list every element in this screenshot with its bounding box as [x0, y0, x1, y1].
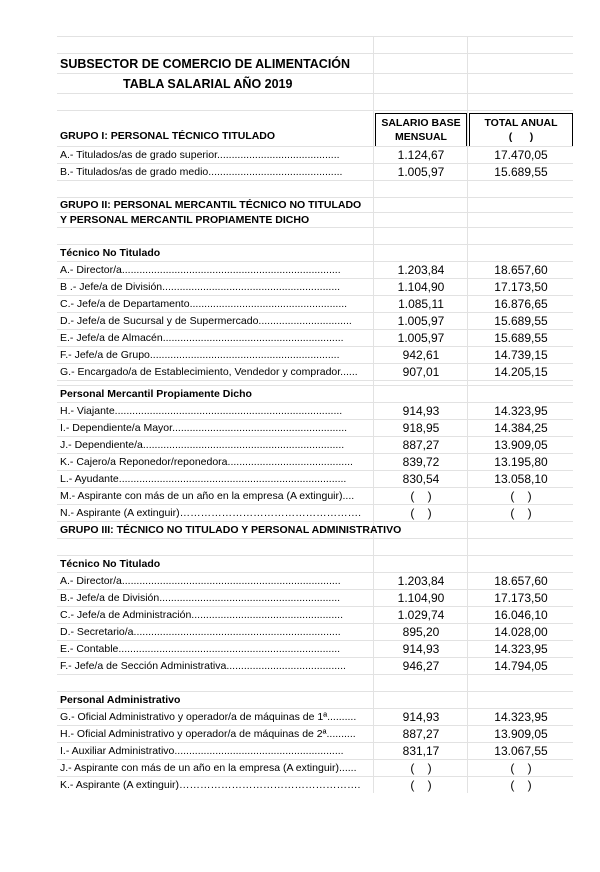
table-row	[57, 453, 573, 470]
category-label: E.- Jefe/a de Almacén..............................................................	[60, 332, 344, 344]
table-row	[57, 504, 573, 521]
base-salary-value: 839,72	[402, 455, 440, 469]
category-label: F.- Jefe/a de Grupo.................................................................	[60, 349, 340, 361]
category-label: B.- Jefe/a de División..............................................................	[60, 592, 341, 604]
annual-total-value: 14.205,15	[494, 365, 548, 379]
table-row	[57, 725, 573, 742]
base-salary-value: 895,20	[402, 625, 440, 639]
annual-total-value: 13.058,10	[494, 472, 548, 486]
empty-row	[57, 674, 573, 691]
table-row	[57, 776, 573, 793]
base-salary-value: 831,17	[402, 744, 440, 758]
grupo2-subheading-tecnico: Técnico No Titulado	[60, 247, 161, 259]
empty-row	[57, 180, 573, 197]
grupo3-sub2-row	[57, 691, 573, 708]
table-row	[57, 657, 573, 674]
category-label: M.- Aspirante con más de un año en la empresa (A extinguir)....	[60, 490, 355, 502]
base-salary-value: ( )	[410, 489, 432, 503]
table-row	[57, 346, 573, 363]
table-row	[57, 742, 573, 759]
grupo3-tecnico-rows	[57, 572, 573, 674]
annual-total-value: 15.689,55	[494, 165, 548, 179]
category-label: H.- Oficial Administrativo y operador/a de máquinas de 2ª..........	[60, 728, 356, 740]
base-salary-value: 1.005,97	[397, 331, 445, 345]
base-salary-value: 907,01	[402, 365, 440, 379]
base-salary-value: 942,61	[402, 348, 440, 362]
base-salary-value: 1.005,97	[397, 314, 445, 328]
grupo3-heading: GRUPO III: TÉCNICO NO TITULADO Y PERSONAL ADMINISTRATIVO	[60, 524, 402, 536]
grupo2-tecnico-rows	[57, 261, 573, 380]
grupo3-subheading-admin: Personal Administrativo	[60, 694, 181, 706]
annual-total-value: ( )	[510, 489, 532, 503]
base-salary-value: 1.203,84	[397, 263, 445, 277]
annual-total-value: 14.384,25	[494, 421, 548, 435]
grupo2-heading-row2	[57, 212, 573, 227]
base-salary-value: 1.029,74	[397, 608, 445, 622]
base-salary-header	[375, 113, 467, 147]
annual-total-value: 16.046,10	[494, 608, 548, 622]
base-salary-value: 914,93	[402, 642, 440, 656]
page-title: SUBSECTOR DE COMERCIO DE ALIMENTACIÓN	[60, 57, 351, 71]
table-row	[57, 295, 573, 312]
annual-total-value: 13.909,05	[494, 727, 548, 741]
category-label: J.- Dependiente/a.....................................................................	[60, 439, 345, 451]
category-label: K.- Aspirante (A extinguir)…………………………………………….	[60, 779, 361, 791]
empty-row	[57, 36, 573, 53]
grupo3-subheading-tecnico: Técnico No Titulado	[60, 558, 161, 570]
category-label: B .- Jefe/a de División.............................................................	[60, 281, 341, 293]
annual-total-value: 14.323,95	[494, 710, 548, 724]
category-label: G.- Oficial Administrativo y operador/a de máquinas de 1ª..........	[60, 711, 357, 723]
category-label: K.- Cajero/a Reponedor/reponedora...........................................	[60, 456, 353, 468]
table-row	[57, 363, 573, 380]
subtitle-row	[57, 73, 573, 93]
grupo2-heading-line2: Y PERSONAL MERCANTIL PROPIAMENTE DICHO	[60, 214, 310, 226]
grupo3-sub1-row	[57, 555, 573, 572]
category-label: N.- Aspirante (A extinguir)…………………………………………….	[60, 507, 362, 519]
table-row	[57, 606, 573, 623]
grupo1-rows	[57, 146, 573, 180]
table-row	[57, 623, 573, 640]
annual-total-value: 14.323,95	[494, 642, 548, 656]
category-label: J.- Aspirante con más de un año en la empresa (A extinguir)......	[60, 762, 357, 774]
title-row	[57, 53, 573, 73]
base-salary-value: 914,93	[402, 710, 440, 724]
table-row	[57, 708, 573, 725]
table-row	[57, 572, 573, 589]
empty-row	[57, 538, 573, 555]
base-salary-value: 1.124,67	[397, 148, 445, 162]
table-row	[57, 163, 573, 180]
category-label: B.- Titulados/as de grado medio..............................................	[60, 166, 343, 178]
table-row	[57, 487, 573, 504]
column-header-row	[57, 110, 573, 146]
annual-total-value: 13.195,80	[494, 455, 548, 469]
base-salary-value: 1.104,90	[397, 591, 445, 605]
category-label: C.- Jefe/a de Administración....................................................	[60, 609, 344, 621]
table-row	[57, 278, 573, 295]
base-salary-value: ( )	[410, 506, 432, 520]
annual-total-value: 18.657,60	[494, 263, 548, 277]
annual-total-value: 14.323,95	[494, 404, 548, 418]
annual-total-value: 18.657,60	[494, 574, 548, 588]
salary-table	[57, 36, 573, 793]
base-salary-value: 1.104,90	[397, 280, 445, 294]
grupo2-heading-line1: GRUPO II: PERSONAL MERCANTIL TÉCNICO NO TITULADO	[60, 199, 362, 211]
table-row	[57, 759, 573, 776]
category-label: H.- Viajante..............................................................................	[60, 405, 343, 417]
table-row	[57, 470, 573, 487]
empty-row	[57, 93, 573, 110]
category-label: I.- Dependiente/a Mayor............................................................	[60, 422, 348, 434]
category-label: A.- Director/a...........................................................................	[60, 264, 341, 276]
annual-total-value: 17.173,50	[494, 280, 548, 294]
grupo2-mercantil-rows	[57, 402, 573, 521]
base-salary-value: 887,27	[402, 727, 440, 741]
grupo2-subheading-mercantil: Personal Mercantil Propiamente Dicho	[60, 388, 252, 400]
base-salary-value: 1.085,11	[398, 297, 444, 311]
annual-total-value: ( )	[510, 506, 532, 520]
table-row	[57, 146, 573, 163]
grupo2-heading-row	[57, 197, 573, 212]
category-label: D.- Secretario/a.......................................................................	[60, 626, 341, 638]
total-header-line2: ( )	[508, 131, 534, 143]
annual-total-value: ( )	[510, 761, 532, 775]
grupo3-admin-rows	[57, 708, 573, 793]
annual-total-value: 17.173,50	[494, 591, 548, 605]
annual-total-header	[469, 113, 573, 147]
grupo2-sub1-row	[57, 244, 573, 261]
table-row	[57, 589, 573, 606]
table-row	[57, 329, 573, 346]
category-label: G.- Encargado/a de Establecimiento, Vendedor y comprador......	[60, 366, 358, 378]
base-salary-value: ( )	[410, 761, 432, 775]
table-row	[57, 436, 573, 453]
base-header-line2: MENSUAL	[395, 131, 447, 143]
base-salary-value: 830,54	[402, 472, 440, 486]
category-label: F.- Jefe/a de Sección Administrativa.........................................	[60, 660, 346, 672]
base-salary-value: 887,27	[402, 438, 440, 452]
base-salary-value: 914,93	[402, 404, 440, 418]
category-label: D.- Jefe/a de Sucursal y de Supermercado................................	[60, 315, 352, 327]
category-label: C.- Jefe/a de Departamento......................................................	[60, 298, 348, 310]
base-salary-value: ( )	[410, 778, 432, 792]
empty-row	[57, 227, 573, 244]
annual-total-value: 14.028,00	[494, 625, 548, 639]
grupo2-sub2-row	[57, 385, 573, 402]
annual-total-value: 15.689,55	[494, 314, 548, 328]
total-header-line1: TOTAL ANUAL	[484, 117, 558, 129]
table-row	[57, 402, 573, 419]
grupo1-heading: GRUPO I: PERSONAL TÉCNICO TITULADO	[60, 130, 276, 142]
category-label: E.- Contable............................................................................	[60, 643, 341, 655]
table-row	[57, 312, 573, 329]
category-label: A.- Director/a...........................................................................	[60, 575, 341, 587]
base-header-line1: SALARIO BASE	[381, 117, 461, 129]
base-salary-value: 918,95	[402, 421, 440, 435]
category-label: A.- Titulados/as de grado superior..........................................	[60, 149, 340, 161]
annual-total-value: 14.794,05	[494, 659, 548, 673]
annual-total-value: 15.689,55	[494, 331, 548, 345]
annual-total-value: 16.876,65	[494, 297, 548, 311]
grupo3-heading-row	[57, 521, 573, 538]
annual-total-value: ( )	[510, 778, 532, 792]
base-salary-value: 1.005,97	[397, 165, 445, 179]
annual-total-value: 14.739,15	[494, 348, 548, 362]
table-row	[57, 261, 573, 278]
base-salary-value: 1.203,84	[397, 574, 445, 588]
category-label: I.- Auxiliar Administrativo..........................................................	[60, 745, 344, 757]
annual-total-value: 13.067,55	[494, 744, 548, 758]
annual-total-value: 17.470,05	[494, 148, 548, 162]
table-row	[57, 640, 573, 657]
page-subtitle: TABLA SALARIAL AÑO 2019	[123, 77, 293, 91]
table-row	[57, 419, 573, 436]
category-label: L.- Ayudante..............................................................................	[60, 473, 347, 485]
base-salary-value: 946,27	[402, 659, 440, 673]
annual-total-value: 13.909,05	[494, 438, 548, 452]
